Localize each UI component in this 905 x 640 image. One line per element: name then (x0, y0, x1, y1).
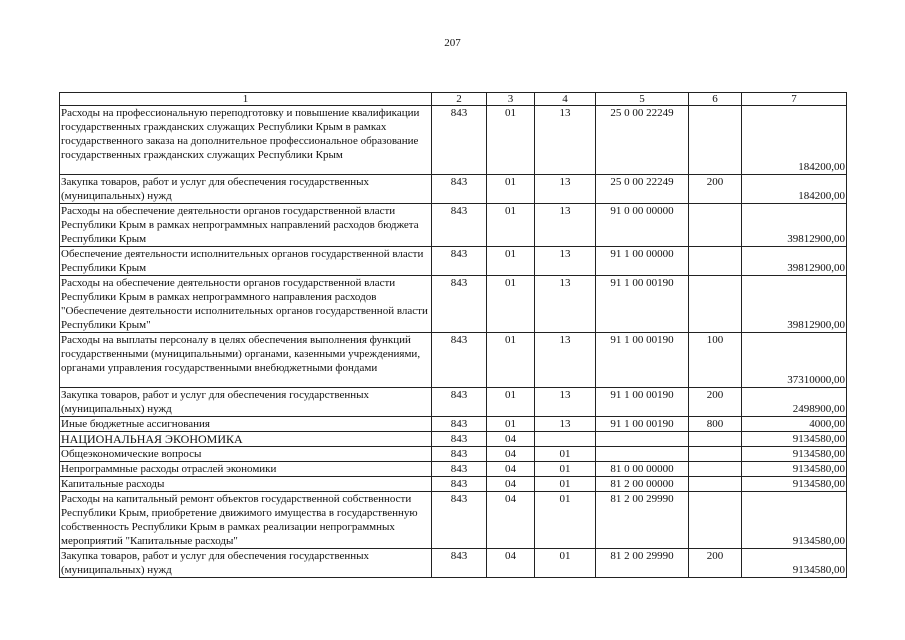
row-name-cell: Расходы на обеспечение деятельности органов государственной власти Республики Крым в рамках непрограммного направления расходов "Обеспечение деятельности исполнительных органов государственной власти Республики Крым" (60, 276, 432, 333)
row-csr-cell: 81 2 00 29990 (596, 492, 689, 549)
row-vr-cell (689, 447, 742, 462)
row-pr-cell: 13 (535, 388, 596, 417)
row-name-cell: Иные бюджетные ассигнования (60, 417, 432, 432)
row-csr-cell: 91 1 00 00190 (596, 388, 689, 417)
header-cell: 5 (596, 93, 689, 106)
row-name-cell: Обеспечение деятельности исполнительных органов государственной власти Республики Крым (60, 247, 432, 276)
row-vr-cell (689, 477, 742, 492)
row-gr-cell: 843 (432, 432, 487, 447)
row-gr-cell: 843 (432, 477, 487, 492)
row-rz-cell: 01 (487, 204, 535, 247)
row-csr-cell: 81 0 00 00000 (596, 462, 689, 477)
row-pr-cell: 01 (535, 447, 596, 462)
row-sum-cell: 2498900,00 (742, 388, 847, 417)
table-row (60, 388, 847, 417)
table-row (60, 549, 847, 578)
table-row (60, 106, 847, 175)
table-row (60, 247, 847, 276)
header-cell: 1 (60, 93, 432, 106)
row-vr-cell (689, 106, 742, 175)
row-name-cell: Капитальные расходы (60, 477, 432, 492)
row-sum-cell: 39812900,00 (742, 247, 847, 276)
header-cell: 4 (535, 93, 596, 106)
row-name-cell: Непрограммные расходы отраслей экономики (60, 462, 432, 477)
row-gr-cell: 843 (432, 204, 487, 247)
row-rz-cell: 01 (487, 106, 535, 175)
row-gr-cell: 843 (432, 549, 487, 578)
row-vr-cell (689, 492, 742, 549)
row-sum-cell: 4000,00 (742, 417, 847, 432)
row-pr-cell: 13 (535, 106, 596, 175)
row-csr-cell (596, 447, 689, 462)
row-pr-cell: 01 (535, 462, 596, 477)
row-csr-cell: 25 0 00 22249 (596, 175, 689, 204)
table-row (60, 417, 847, 432)
table-row (60, 276, 847, 333)
row-name-cell: Закупка товаров, работ и услуг для обеспечения государственных (муниципальных) нужд (60, 175, 432, 204)
header-cell: 3 (487, 93, 535, 106)
row-sum-cell: 37310000,00 (742, 333, 847, 388)
row-rz-cell: 04 (487, 477, 535, 492)
row-pr-cell: 13 (535, 276, 596, 333)
row-rz-cell: 01 (487, 333, 535, 388)
row-gr-cell: 843 (432, 462, 487, 477)
row-csr-cell: 91 1 00 00190 (596, 417, 689, 432)
row-gr-cell: 843 (432, 276, 487, 333)
row-gr-cell: 843 (432, 417, 487, 432)
row-gr-cell: 843 (432, 175, 487, 204)
row-pr-cell: 13 (535, 247, 596, 276)
row-sum-cell: 39812900,00 (742, 204, 847, 247)
row-gr-cell: 843 (432, 106, 487, 175)
row-rz-cell: 04 (487, 462, 535, 477)
row-gr-cell: 843 (432, 333, 487, 388)
row-gr-cell: 843 (432, 447, 487, 462)
row-vr-cell: 200 (689, 388, 742, 417)
row-csr-cell: 91 1 00 00000 (596, 247, 689, 276)
row-pr-cell: 13 (535, 175, 596, 204)
row-vr-cell: 200 (689, 549, 742, 578)
row-sum-cell: 184200,00 (742, 106, 847, 175)
row-pr-cell: 13 (535, 204, 596, 247)
row-sum-cell: 9134580,00 (742, 549, 847, 578)
row-csr-cell: 91 1 00 00190 (596, 333, 689, 388)
row-rz-cell: 04 (487, 432, 535, 447)
row-gr-cell: 843 (432, 247, 487, 276)
table-row (60, 175, 847, 204)
row-csr-cell: 91 0 00 00000 (596, 204, 689, 247)
table-row (60, 462, 847, 477)
row-vr-cell (689, 462, 742, 477)
row-vr-cell (689, 276, 742, 333)
budget-table (59, 92, 847, 578)
row-pr-cell (535, 432, 596, 447)
header-row (60, 93, 847, 106)
row-name-cell: Закупка товаров, работ и услуг для обеспечения государственных (муниципальных) нужд (60, 549, 432, 578)
row-sum-cell: 39812900,00 (742, 276, 847, 333)
row-vr-cell: 800 (689, 417, 742, 432)
table-row (60, 447, 847, 462)
table-row (60, 432, 847, 447)
row-rz-cell: 04 (487, 447, 535, 462)
row-name-cell: Общеэкономические вопросы (60, 447, 432, 462)
table-row (60, 477, 847, 492)
row-rz-cell: 01 (487, 175, 535, 204)
row-vr-cell: 200 (689, 175, 742, 204)
row-csr-cell: 81 2 00 29990 (596, 549, 689, 578)
row-pr-cell: 13 (535, 417, 596, 432)
header-cell: 6 (689, 93, 742, 106)
row-vr-cell (689, 204, 742, 247)
row-sum-cell: 9134580,00 (742, 492, 847, 549)
row-rz-cell: 04 (487, 549, 535, 578)
row-sum-cell: 9134580,00 (742, 447, 847, 462)
row-vr-cell (689, 432, 742, 447)
row-sum-cell: 9134580,00 (742, 477, 847, 492)
table-row (60, 333, 847, 388)
row-pr-cell: 01 (535, 477, 596, 492)
row-rz-cell: 04 (487, 492, 535, 549)
header-cell: 7 (742, 93, 847, 106)
page-number: 207 (444, 37, 461, 49)
row-rz-cell: 01 (487, 276, 535, 333)
row-pr-cell: 01 (535, 492, 596, 549)
row-rz-cell: 01 (487, 247, 535, 276)
row-rz-cell: 01 (487, 417, 535, 432)
row-csr-cell (596, 432, 689, 447)
row-name-cell: Расходы на капитальный ремонт объектов государственной собственности Республики Крым, приобретение движимого имущества в государственную собственность Республики Крым в рамках реализации непрограммных мероприятий "Капитальные расходы" (60, 492, 432, 549)
table-row (60, 204, 847, 247)
row-gr-cell: 843 (432, 388, 487, 417)
row-csr-cell: 25 0 00 22249 (596, 106, 689, 175)
row-pr-cell: 01 (535, 549, 596, 578)
row-rz-cell: 01 (487, 388, 535, 417)
row-pr-cell: 13 (535, 333, 596, 388)
row-name-cell: Расходы на профессиональную переподготовку и повышение квалификации государственных гражданских служащих Республики Крым в рамках государственного заказа на дополнительное профессиональное образование государственных гражданских служащих Республики Крым (60, 106, 432, 175)
row-vr-cell: 100 (689, 333, 742, 388)
row-sum-cell: 9134580,00 (742, 432, 847, 447)
row-name-cell: НАЦИОНАЛЬНАЯ ЭКОНОМИКА (60, 432, 432, 447)
row-name-cell: Расходы на обеспечение деятельности органов государственной власти Республики Крым в рамках непрограммных направлений расходов бюджета Республики Крым (60, 204, 432, 247)
row-vr-cell (689, 247, 742, 276)
row-gr-cell: 843 (432, 492, 487, 549)
header-cell: 2 (432, 93, 487, 106)
row-sum-cell: 9134580,00 (742, 462, 847, 477)
row-csr-cell: 81 2 00 00000 (596, 477, 689, 492)
row-sum-cell: 184200,00 (742, 175, 847, 204)
row-name-cell: Расходы на выплаты персоналу в целях обеспечения выполнения функций государственными (муниципальными) органами, казенными учреждениями, органами управления государственными внебюджетными фондами (60, 333, 432, 388)
table-row (60, 492, 847, 549)
row-name-cell: Закупка товаров, работ и услуг для обеспечения государственных (муниципальных) нужд (60, 388, 432, 417)
row-csr-cell: 91 1 00 00190 (596, 276, 689, 333)
